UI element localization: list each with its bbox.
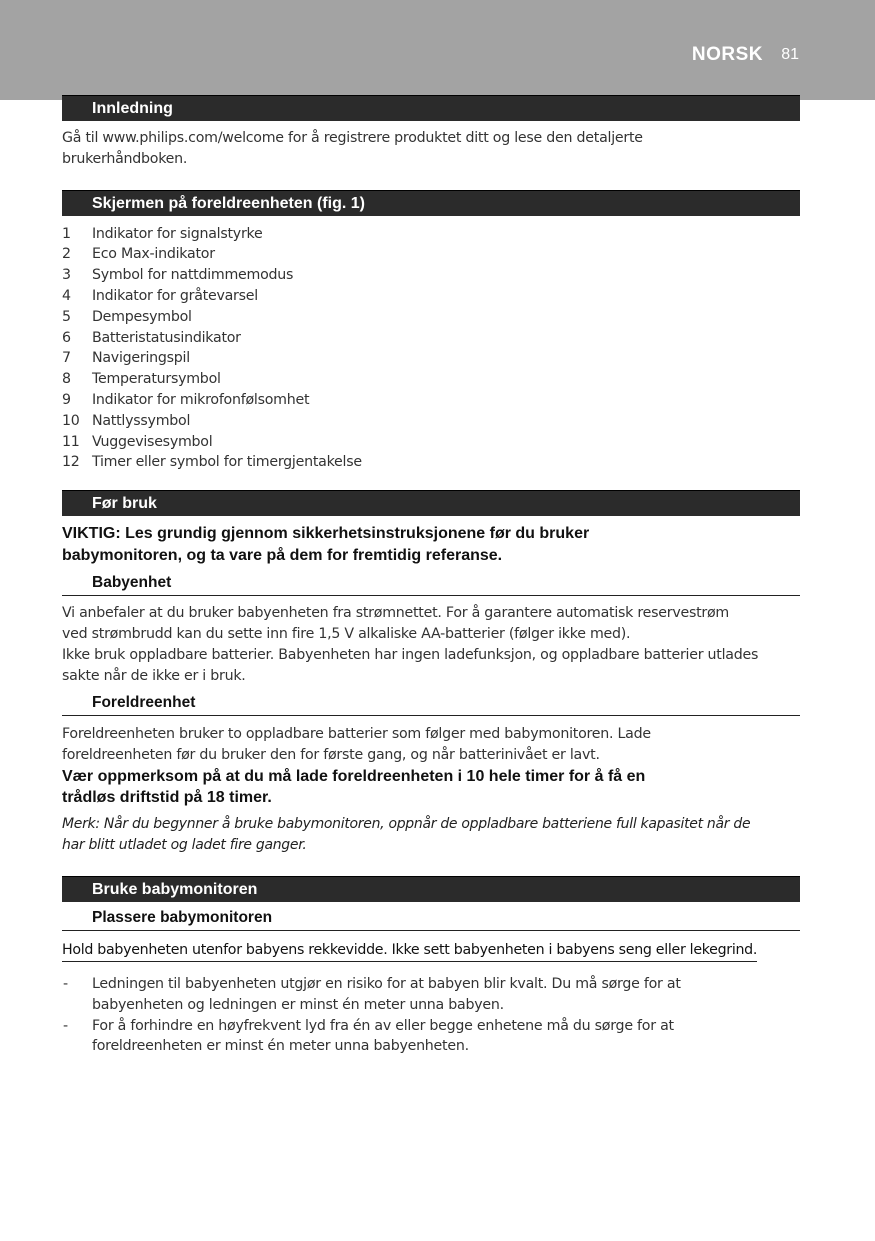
baby-unit-line3: Ikke bruk oppladbare batterier. Babyenheten har ingen ladefunksjon, og oppladbare batterier utlades: [62, 646, 759, 663]
bullet-dash: -: [63, 1017, 68, 1034]
item-number: 11: [62, 433, 80, 450]
list-item: [62, 390, 800, 411]
intro-text-line2: brukerhåndboken.: [62, 150, 188, 167]
item-label: Temperatursymbol: [92, 371, 221, 388]
item-label: Symbol for nattdimmemodus: [92, 267, 294, 284]
item-number: 12: [62, 454, 80, 471]
list-item: [62, 974, 800, 1016]
baby-unit-line4: sakte når de ikke er i bruk.: [62, 667, 246, 684]
charging-notice: [62, 766, 800, 808]
section-title-intro: Innledning: [62, 95, 800, 121]
placement-warning: Hold babyenheten utenfor babyens rekkevidde. Ikke sett babyenheten i babyens seng eller lekegrind.: [62, 940, 757, 962]
baby-unit-line2: ved strømbrudd kan du sette inn fire 1,5 V alkaliske AA-batterier (følger ikke med).: [62, 625, 631, 642]
important-warning-line1: VIKTIG: Les grundig gjennom sikkerhetsinstruksjonene før du bruker: [62, 525, 590, 543]
item-number: 3: [62, 267, 71, 284]
battery-note-line1: Merk: Når du begynner å bruke babymonitoren, oppnår de oppladbare batteriene full kapasitet når de: [62, 815, 751, 832]
list-item: [62, 452, 800, 473]
bullet-dash: -: [63, 975, 68, 992]
intro-text-line1: Gå til www.philips.com/welcome for å registrere produktet ditt og lese den detaljerte: [62, 130, 643, 146]
item-label: Indikator for signalstyrke: [92, 225, 263, 242]
item-label: Indikator for gråtevarsel: [92, 287, 258, 304]
item-number: 6: [62, 329, 71, 346]
item-label: Batteristatusindikator: [92, 329, 241, 346]
parent-unit-line1: Foreldreenheten bruker to oppladbare batterier som følger med babymonitoren. Lade: [62, 726, 651, 743]
bullet-line2: foreldreenheten er minst én meter unna babyenheten.: [92, 1038, 469, 1055]
list-item: [62, 1016, 800, 1058]
list-item: [62, 224, 800, 245]
item-label: Vuggevisesymbol: [92, 433, 213, 450]
item-label: Navigeringspil: [92, 350, 190, 367]
list-item: [62, 432, 800, 453]
list-item: [62, 328, 800, 349]
bullet-line1: Ledningen til babyenheten utgjør en risiko for at babyen blir kvalt. Du må sørge for at: [92, 975, 681, 992]
list-item: [62, 286, 800, 307]
subheading-baby-unit: Babyenhet: [62, 572, 800, 596]
item-label: Nattlyssymbol: [92, 412, 191, 429]
parent-unit-line2: foreldreenheten før du bruker den for første gang, og når batterinivået er lavt.: [62, 747, 600, 764]
section-title-display: Skjermen på foreldreenheten (fig. 1): [62, 190, 800, 216]
bullet-line2: babyenheten og ledningen er minst én meter unna babyen.: [92, 996, 504, 1013]
list-item: [62, 307, 800, 328]
item-number: 7: [62, 350, 71, 367]
charging-notice-line1: Vær oppmerksom på at du må lade foreldreenheten i 10 hele timer for å få en: [62, 767, 646, 785]
header-band: [0, 0, 875, 100]
item-label: Indikator for mikrofonfølsomhet: [92, 391, 310, 408]
item-number: 4: [62, 287, 71, 304]
subheading-placing: Plassere babymonitoren: [62, 907, 800, 931]
bullet-line1: For å forhindre en høyfrekvent lyd fra én av eller begge enhetene må du sørge for at: [92, 1017, 674, 1034]
charging-notice-line2: trådløs driftstid på 18 timer.: [62, 788, 272, 806]
item-number: 8: [62, 371, 71, 388]
list-item: [62, 265, 800, 286]
important-warning-line2: babymonitoren, og ta vare på dem for fremtidig referanse.: [62, 547, 503, 565]
battery-note: [62, 814, 800, 856]
section-title-using: Bruke babymonitoren: [62, 876, 800, 902]
page-content: [62, 95, 800, 1057]
item-number: 2: [62, 246, 71, 263]
item-label: Dempesymbol: [92, 308, 192, 325]
list-item: [62, 348, 800, 369]
item-number: 1: [62, 225, 71, 242]
language-label: NORSK: [691, 44, 763, 65]
item-number: 5: [62, 308, 71, 325]
subheading-parent-unit: Foreldreenhet: [62, 692, 800, 716]
display-legend-list: [62, 224, 800, 474]
item-label: Timer eller symbol for timergjentakelse: [92, 454, 362, 471]
section-title-before-use: Før bruk: [62, 490, 800, 516]
battery-note-line2: har blitt utladet og ladet fire ganger.: [62, 836, 307, 853]
list-item: [62, 411, 800, 432]
list-item: [62, 369, 800, 390]
list-item: [62, 244, 800, 265]
baby-unit-text: [62, 603, 800, 686]
item-number: 10: [62, 412, 80, 429]
item-label: Eco Max-indikator: [92, 246, 215, 263]
item-number: 9: [62, 391, 71, 408]
baby-unit-line1: Vi anbefaler at du bruker babyenheten fra strømnettet. For å garantere automatisk reservestrøm: [62, 605, 729, 622]
placement-bullet-list: [62, 974, 800, 1057]
intro-text: [62, 128, 800, 170]
important-warning: [62, 523, 800, 567]
parent-unit-text: [62, 724, 800, 766]
page-number: 81: [781, 46, 799, 63]
